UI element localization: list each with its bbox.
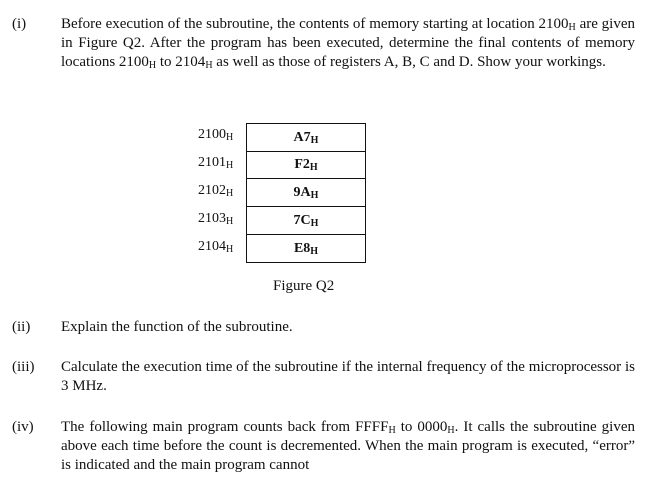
memory-address: $2102_H$ [198,183,234,199]
memory-value: $E8_H$ [246,235,366,263]
question-text: Explain the function of the subroutine. [61,319,293,335]
memory-address: $2101_H$ [198,155,234,171]
memory-value: $7C_H$ [246,207,366,235]
memory-address: $2100_H$ [198,127,234,143]
question-number: (ii) [12,319,31,335]
question-text: The following main program counts back from $FFFF_H$ to $0000_H$. It calls the subroutine given above each time before the count is decremented. When the main program is executed, “error” is indicated and the main program cannot [61,419,635,473]
memory-value: $9A_H$ [246,179,366,207]
question-text: Calculate the execution time of the subroutine if the internal frequency of the microprocessor is 3 MHz. [61,359,635,394]
memory-address: $2103_H$ [198,211,234,227]
question-number: (iv) [12,419,34,435]
figure-caption: Figure Q2 [273,278,335,294]
question-number: (i) [12,16,27,32]
memory-address: $2104_H$ [198,239,234,255]
memory-value: $F2_H$ [246,151,366,179]
memory-value: $A7_H$ [246,123,366,152]
question-text: Before execution of the subroutine, the contents of memory starting at location $2100_H$ are given in Figure Q2. After the program has been executed, determine the final contents of memory locations $2100_H$ to $2104_H$ as well as those of registers A, B, C and D. Show your workings. [61,16,635,71]
question-number: (iii) [12,359,35,375]
